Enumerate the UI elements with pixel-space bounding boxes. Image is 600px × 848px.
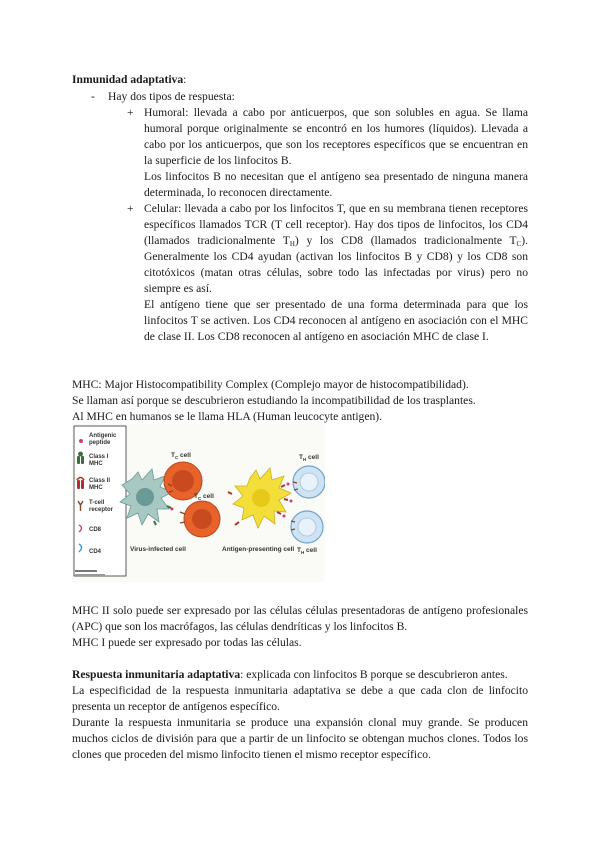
- th-label-upper-t: T: [299, 454, 303, 461]
- th-label-lower-sub: H: [300, 550, 305, 555]
- figure-source-mark-2: [75, 574, 105, 576]
- legend-label-1b: peptide: [89, 440, 111, 446]
- mhc-line-1: MHC: Major Histocompatibility Complex (Complejo mayor de histocompatibilidad).: [72, 378, 469, 391]
- bullet-celular-paragraph: [144, 201, 528, 297]
- tc-label-lower-cell: cell: [201, 493, 214, 500]
- mhc-tcell-figure: [72, 424, 325, 582]
- bullet-marker-humoral: +: [127, 106, 134, 119]
- legend-label-6a: CD4: [89, 549, 102, 555]
- celular-sub-h: H: [289, 240, 295, 248]
- celular-text-3: ). Generalmente los CD4 ayudan (activan los linfocitos B y CD8) y los CD8 son citotóxicos (matan otras células, sobre todo las infectadas por virus) pero no siempre es así.: [144, 234, 528, 295]
- legend-label-4b: receptor: [89, 507, 114, 513]
- tc-cell-lower: [180, 501, 220, 537]
- apc-caption: Antigen-presenting cell: [222, 546, 295, 553]
- th-cell-lower: [291, 511, 323, 543]
- th-cell-upper: [293, 466, 325, 498]
- figure-illustration: [72, 424, 325, 582]
- tc-label-lower-sub: C: [197, 496, 202, 501]
- mhc-ii-paragraph: MHC II solo puede ser expresado por las células células presentadoras de antígeno profesionales (APC) que son los macrófagos, las células dendríticas y los linfocitos B.: [72, 604, 528, 633]
- legend-label-4a: T-cell: [89, 500, 105, 506]
- celular-sub-c: C: [516, 240, 522, 248]
- tc-label-upper-sub: C: [174, 455, 179, 460]
- heading-text: Inmunidad adaptativa: [72, 73, 184, 86]
- figure-source-mark: [75, 570, 97, 572]
- section-heading-inmunidad: [72, 72, 186, 88]
- bullet-humoral-paragraph: Humoral: llevada a cabo por anticuerpos, que son solubles en agua. Se llama humoral porque originalmente se encontró en los humores (líquidos). Llevada a cabo por los anticuerpos, que son los receptores específicos que se encuentran en la superficie de los linfocitos B.: [144, 106, 528, 167]
- bullet-marker-celular: +: [127, 202, 134, 215]
- dash-marker: -: [91, 90, 95, 103]
- bullet-celular-paragraph-2: El antígeno tiene que ser presentado de una forma determinada para que los linfocitos T se activen. Los CD4 reconocen al antígeno en asociación con el MHC de clase II. Los CD8 reconocen al antígeno en asociación MHC de clase I.: [144, 298, 528, 343]
- tc-label-upper-t: T: [171, 452, 175, 459]
- th-label-upper-cell: cell: [306, 454, 319, 461]
- th-label-lower: [297, 547, 317, 555]
- legend-label-3a: Class II: [89, 478, 111, 484]
- tc-label-upper: [171, 452, 191, 460]
- dash-item-text: Hay dos tipos de respuesta:: [108, 90, 235, 103]
- bullet-humoral-paragraph-2: Los linfocitos B no necesitan que el antígeno sea presentado de ninguna manera determinada, lo reconocen directamente.: [144, 170, 528, 199]
- th-label-upper: [299, 454, 319, 462]
- mhc-line-3: Al MHC en humanos se le llama HLA (Human leucocyte antigen).: [72, 410, 383, 423]
- especificidad-paragraph: La especificidad de la respuesta inmunitaria adaptativa se debe a que cada clon de linfocito presenta un receptor de antígenos específico.: [72, 684, 528, 713]
- legend-label-2a: Class I: [89, 454, 109, 460]
- legend-label-3b: MHC: [89, 485, 103, 491]
- mhc-line-2: Se llaman así porque se descubrieron estudiando la incompatibilidad de los trasplantes.: [72, 394, 476, 407]
- mhc-i-paragraph: MHC I puede ser expresado por todas las células.: [72, 636, 302, 649]
- legend-label-5a: CD8: [89, 527, 102, 533]
- celular-text-1: Celular: llevada a cabo por los linfocitos T, que en su membrana tienen receptores específicos llamados TCR (T cell receptor). Hay dos tipos de linfocitos, los CD4 (llamados tradicionalmente T: [144, 202, 528, 247]
- peptide-dot-icon: [79, 439, 83, 443]
- tc-label-lower-t: T: [194, 493, 198, 500]
- th-label-lower-t: T: [297, 547, 301, 554]
- respuesta-heading-rest: : explicada con linfocitos B porque se descubrieron antes.: [240, 668, 508, 681]
- th-label-upper-sub: H: [302, 457, 307, 462]
- respuesta-heading: Respuesta inmunitaria adaptativa: [72, 668, 241, 681]
- tc-label-lower: [194, 493, 214, 501]
- legend-label-1a: Antigenic: [89, 433, 117, 439]
- respuesta-heading-paragraph: [72, 667, 528, 683]
- expansion-clonal-paragraph: Durante la respuesta inmunitaria se produce una expansión clonal muy grande. Se producen muchos ciclos de división para que a partir de un linfocito se obtengan muchos clones. Todos los clones que proceden del mismo linfocito tienen el mismo receptor específico.: [72, 716, 528, 761]
- th-label-lower-cell: cell: [304, 547, 317, 554]
- legend-label-2b: MHC: [89, 461, 103, 467]
- tc-label-upper-cell: cell: [178, 452, 191, 459]
- antigen-presenting-cell: [228, 468, 293, 528]
- celular-text-2: ) y los CD8 (llamados tradicionalmente T: [294, 234, 517, 247]
- heading-colon: :: [183, 73, 187, 86]
- virus-infected-caption: Virus-infected cell: [130, 546, 186, 553]
